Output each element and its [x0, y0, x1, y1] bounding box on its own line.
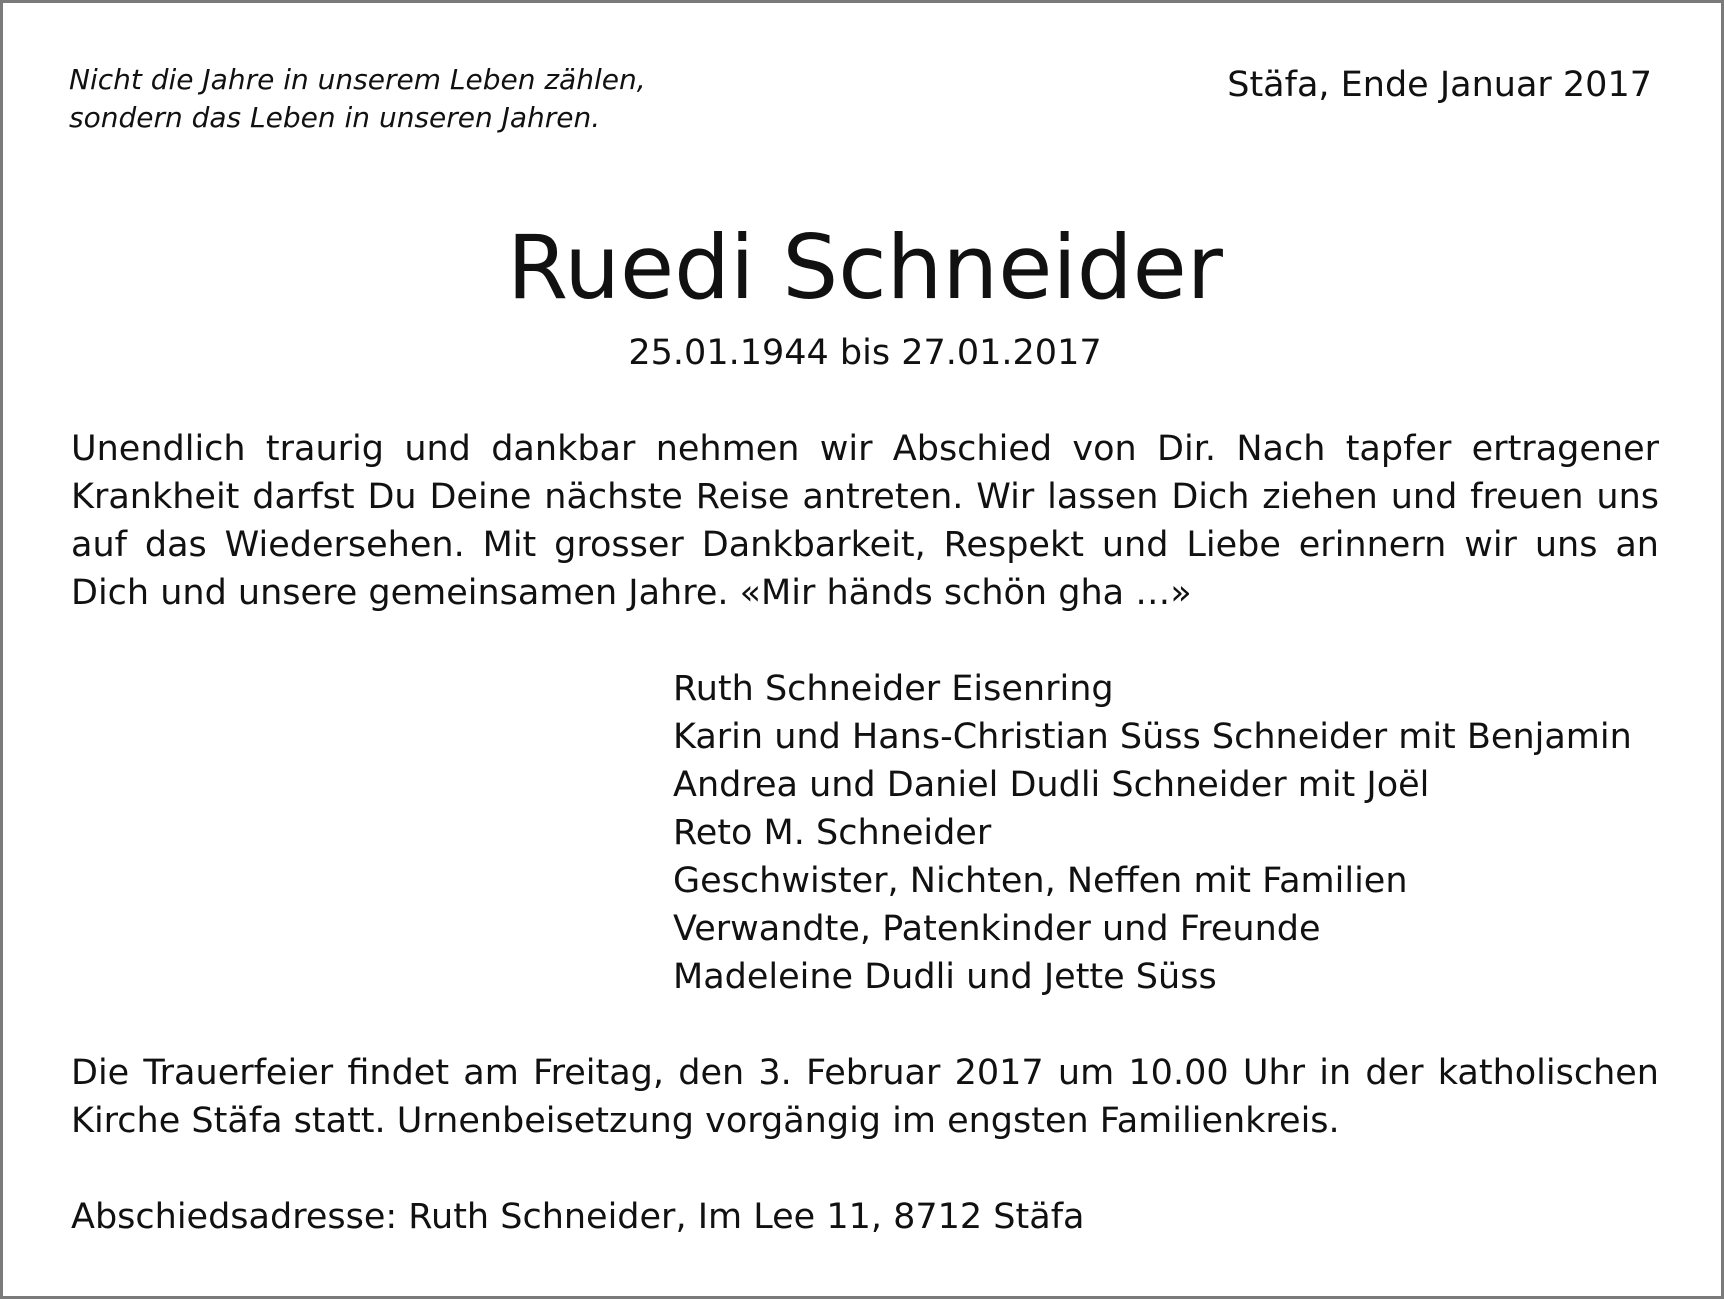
mourners-list: [673, 665, 1632, 1001]
motto-line: Nicht die Jahre in unserem Leben zählen,: [69, 63, 646, 96]
mourner-entry: Geschwister, Nichten, Neffen mit Familien: [673, 861, 1408, 901]
message-line: Unendlich traurig und dankbar nehmen wir Abschied von Dir. Nach tapfer ertragener: [71, 429, 1659, 469]
place-date: Stäfa, Ende Januar 2017: [1227, 65, 1652, 105]
life-dates: 25.01.1944 bis 27.01.2017: [628, 333, 1102, 373]
farewell-address: Abschiedsadresse: Ruth Schneider, Im Lee 11, 8712 Stäfa: [71, 1197, 1085, 1237]
mourner-entry: Madeleine Dudli und Jette Süss: [673, 957, 1217, 997]
deceased-name: Ruedi Schneider: [507, 216, 1223, 319]
mourner-entry: Ruth Schneider Eisenring: [673, 669, 1114, 709]
mourner-entry: Verwandte, Patenkinder und Freunde: [673, 909, 1321, 949]
mourner-entry: Karin und Hans-Christian Süss Schneider mit Benjamin: [673, 717, 1632, 757]
farewell-message: [71, 425, 1659, 617]
motto-line: sondern das Leben in unseren Jahren.: [69, 101, 601, 134]
service-line: Kirche Stäfa statt. Urnenbeisetzung vorgängig im engsten Familienkreis.: [71, 1101, 1340, 1141]
message-line: auf das Wiedersehen. Mit grosser Dankbarkeit, Respekt und Liebe erinnern wir uns an: [71, 525, 1659, 565]
message-line: Dich und unsere gemeinsamen Jahre. «Mir händs schön gha …»: [71, 573, 1192, 613]
motto-quote: [69, 61, 769, 137]
mourner-entry: Andrea und Daniel Dudli Schneider mit Joël: [673, 765, 1430, 805]
message-line: Krankheit darfst Du Deine nächste Reise antreten. Wir lassen Dich ziehen und freuen uns: [71, 477, 1659, 517]
service-line: Die Trauerfeier findet am Freitag, den 3. Februar 2017 um 10.00 Uhr in der katholischen: [71, 1053, 1659, 1093]
service-info: [71, 1049, 1659, 1145]
mourner-entry: Reto M. Schneider: [673, 813, 992, 853]
